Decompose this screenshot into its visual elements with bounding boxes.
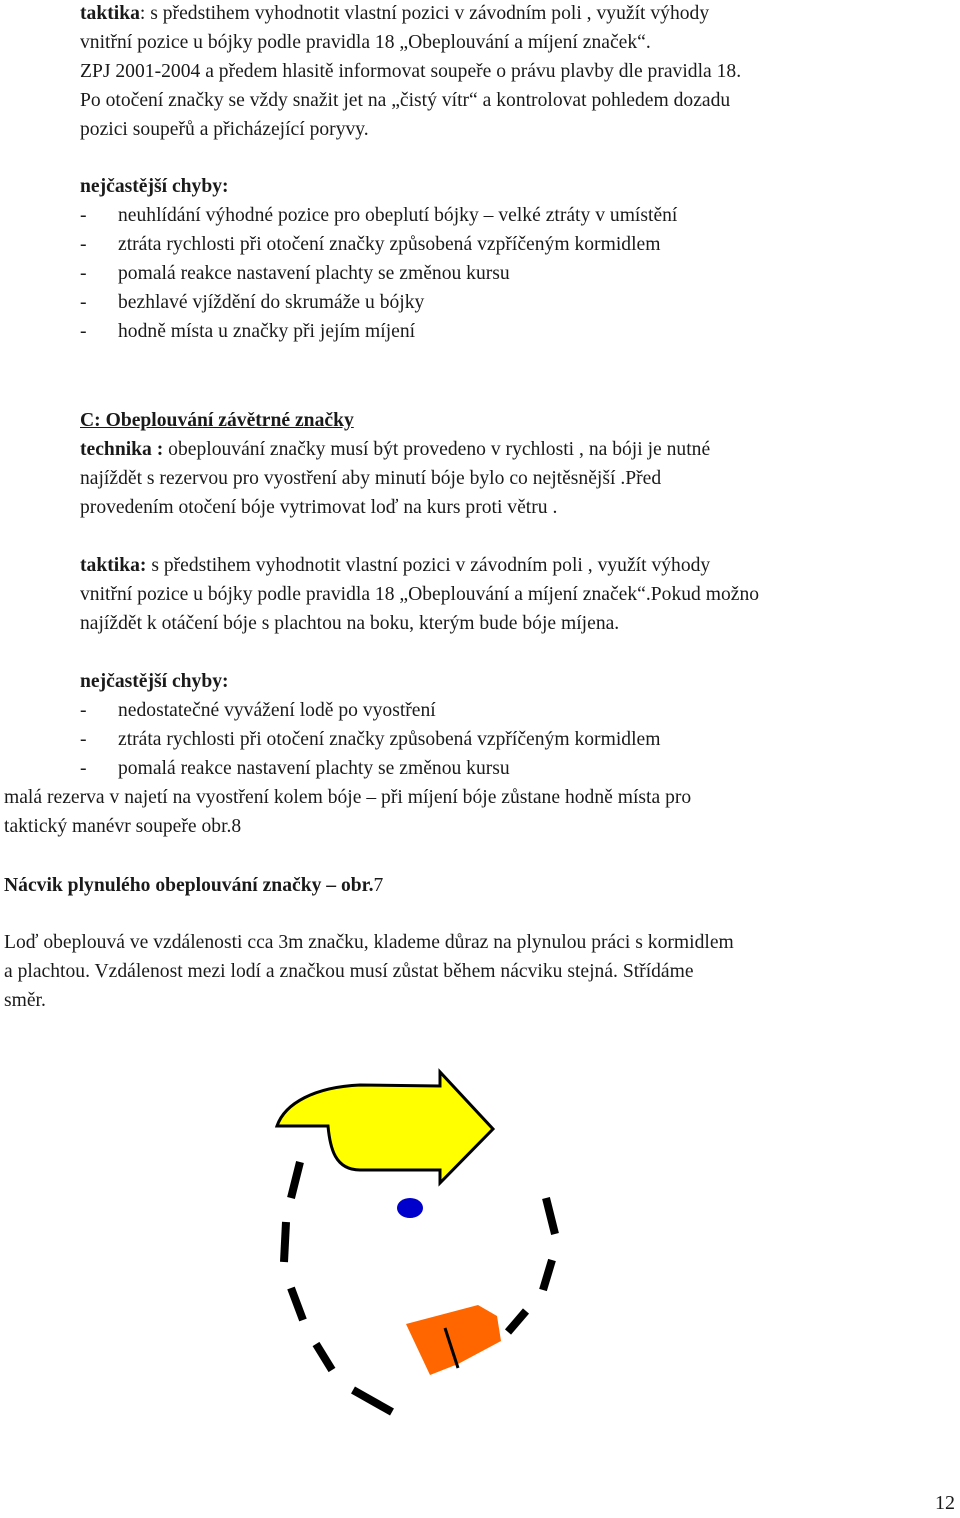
tactics-line-3: ZPJ 2001-2004 a předem hlasitě informovat soupeře o právu plavby dle pravidla 18.: [80, 61, 742, 82]
drill-line-3: směr.: [4, 990, 46, 1011]
technique-label: technika :: [80, 439, 164, 460]
errors-title-2: nejčastější chyby:: [80, 671, 229, 692]
section-c-heading: C: Obeplouvání závětrné značky: [80, 410, 354, 431]
tactics-line-4: Po otočení značky se vždy snažit jet na „čistý vítr“ a kontrolovat pohledem dozadu: [80, 90, 731, 111]
tactics-c-line-1: taktika: s předstihem vyhodnotit vlastní pozici v závodním poli , využít výhody: [80, 555, 711, 576]
error-item: - ztráta rychlosti při otočení značky způsobená vzpříčeným kormidlem: [80, 234, 661, 255]
technique-line-1: technika : obeplouvání značky musí být provedeno v rychlosti , na bóji je nutné: [80, 439, 711, 460]
errors-title: nejčastější chyby:: [80, 176, 229, 197]
buoy-mark: [397, 1198, 423, 1218]
tactics-line-2: vnitřní pozice u bójky podle pravidla 18 „Obeplouvání a míjení značek“.: [80, 32, 651, 53]
error-item: - neuhlídání výhodné pozice pro obeplutí bójky – velké ztráty v umístění: [80, 205, 678, 226]
tactics-c-label: taktika:: [80, 555, 147, 576]
page-number: 12: [935, 1492, 955, 1514]
error-extra-line: taktický manévr soupeře obr.8: [4, 816, 242, 837]
tactics-line-5: pozici soupeřů a přicházející poryvy.: [80, 119, 369, 140]
tactics-c-line-3: najíždět k otáčení bóje s plachtou na boku, kterým bude bóje míjena.: [80, 613, 620, 634]
dashed-sailing-path: [284, 1162, 555, 1412]
drill-line-1: Loď obeplouvá ve vzdálenosti cca 3m značku, klademe důraz na plynulou práci s kormidlem: [4, 932, 734, 953]
boat-hull: [406, 1305, 501, 1375]
error-item: - hodně místa u značky při jejím míjení: [80, 321, 416, 342]
technique-line-3: provedením otočení bóje vytrimovat loď na kurs proti větru .: [80, 497, 558, 518]
tactics-c-line-2: vnitřní pozice u bójky podle pravidla 18 „Obeplouvání a míjení značek“.Pokud možno: [80, 584, 760, 605]
technique-line-2: najíždět s rezervou pro vyostření aby minutí bóje bylo co nejtěsnější .Před: [80, 468, 662, 489]
tactics-label: taktika: [80, 3, 140, 24]
tactics-text: : s předstihem vyhodnotit vlastní pozici v závodním poli , využít výhody: [139, 3, 710, 24]
error-item: - nedostatečné vyvážení lodě po vyostření: [80, 700, 436, 721]
yellow-rounding-arrow: [277, 1072, 493, 1183]
error-item: - pomalá reakce nastavení plachty se změnou kursu: [80, 758, 510, 779]
drill-heading: Nácvik plynulého obeplouvání značky – obr.7: [4, 875, 384, 896]
drill-line-2: a plachtou. Vzdálenost mezi lodí a značkou musí zůstat během nácviku stejná. Střídáme: [4, 961, 694, 982]
error-extra-line: malá rezerva v najetí na vyostření kolem bóje – při míjení bóje zůstane hodně místa pro: [4, 787, 692, 808]
error-item: - bezhlavé vjíždění do skrumáže u bójky: [80, 292, 425, 313]
error-item: - pomalá reakce nastavení plachty se změnou kursu: [80, 263, 510, 284]
error-item: - ztráta rychlosti při otočení značky způsobená vzpříčeným kormidlem: [80, 729, 661, 750]
